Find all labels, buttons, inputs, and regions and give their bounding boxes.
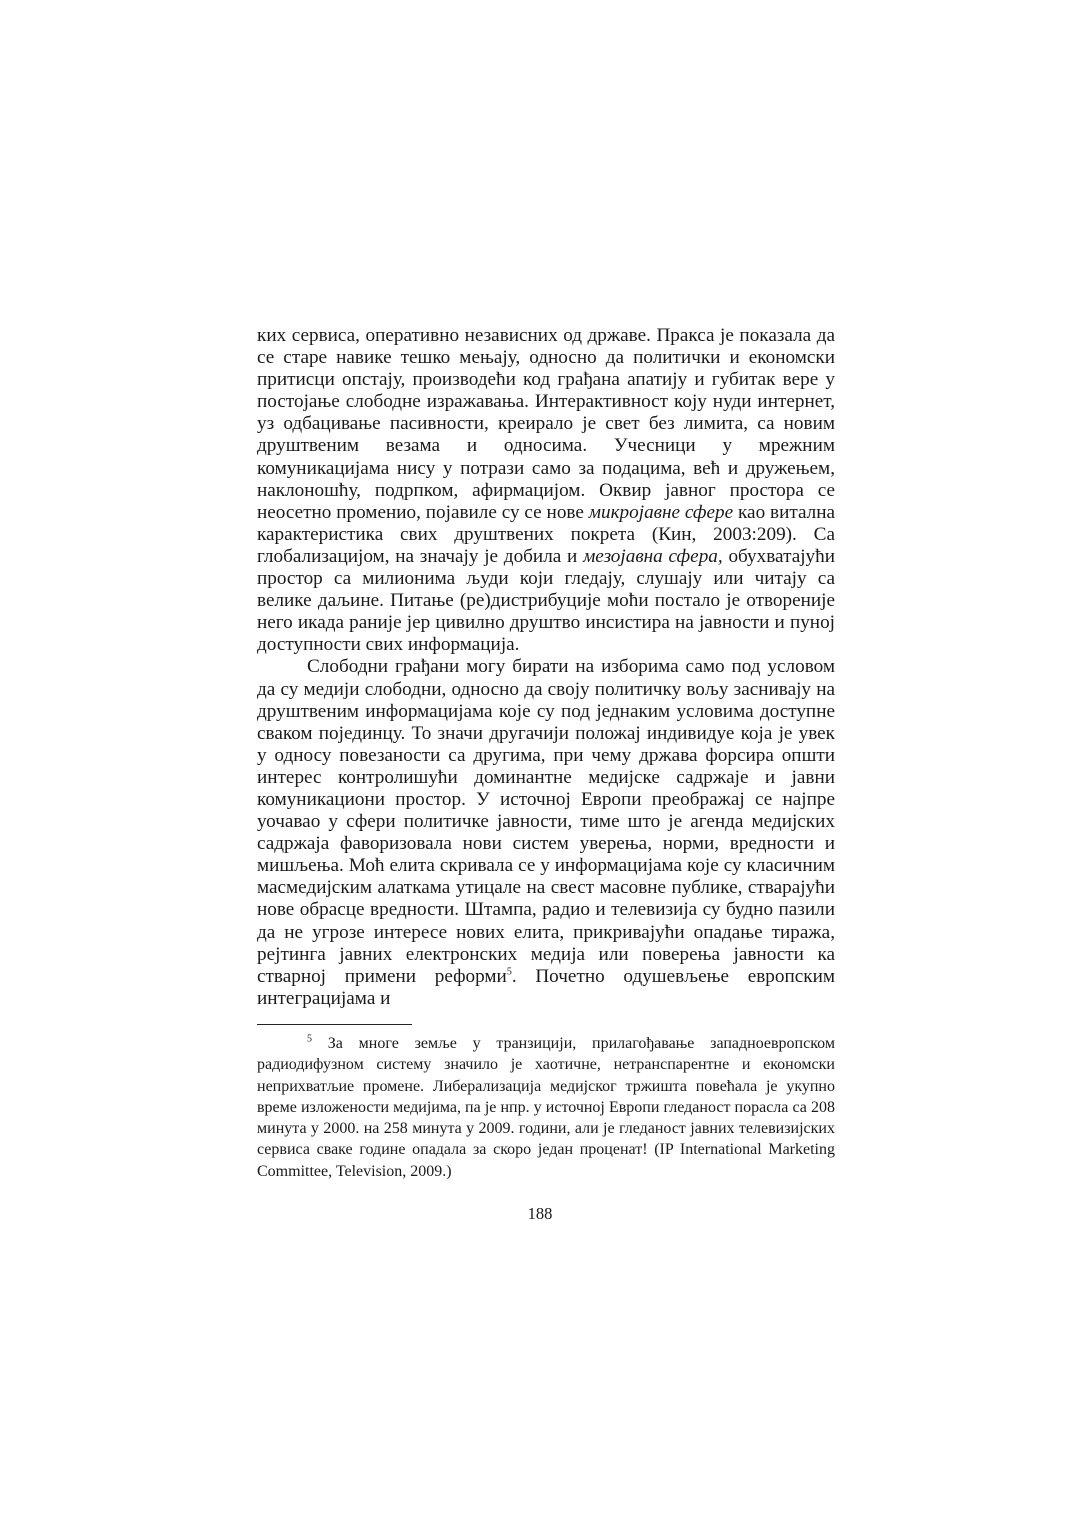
paragraph-2 [257,656,835,1010]
italic-term-meso-public-sphere: мезојавна сфера, [583,545,723,567]
footnote-text: За многе земље у транзицији, прилагођавање западноевропском радиодифузном систему значило је хаотичне, нетранспарентне и економски неприхватљие промене. Либерализација медијског тржишта повећала је укупно време изложености медијима, па је нпр. у источној Европи гледаност порасла са 208 минута у 2000. на 258 минута у 2009. години, али је гледаност јавних телевизијских сервиса сваке године опадала за скоро један проценат! (IP International Marketing Committee, Television, 2009.) [257,1034,835,1180]
footnote-reference: 5 [506,966,512,978]
footnote [257,1033,835,1182]
main-text [257,325,835,1010]
page-body [257,325,835,1182]
footnote-separator [257,1024,412,1025]
paragraph-1 [257,325,835,656]
paragraph-1-text-c: обухватајући простор са милионима људи који гледају, слушају или читају са велике даљине. Питање (ре)дистрибуције моћи постало је отвореније него икада раније јер цивилно друштво инсистира на јавности и пуној доступности свих информација. [257,545,835,656]
footnote-marker: 5 [307,1033,312,1045]
paragraph-1-text-b: као витална карактеристика свих друштвених покрета (Кин, 2003:209). Са глобализацијом, на значају је добила и [257,501,836,567]
page-number: 188 [527,1204,553,1223]
paragraph-2-text: Слободни грађани могу бирати на изборима само под условом да су медији слободни, односно да своју политичку вољу заснивају на друштвеним информацијама које су под једнаким условима доступне сваком појединцу. То значи другачији положај индивидуе која је увек у односу повезаности са другима, при чему држава форсира општи интерес контролишући доминантне медијске садржаје и јавни комуникациони простор. У источној Европи преображај се најпре уочавао у сфери политичке јавности, тиме што је агенда медијских садржаја фаворизовала нови систем уверења, норми, вредности и мишљења. Моћ елита скривала се у информацијама које су класичним масмедијским алаткама утицале на свест масовне публике, стварајући нове обрасце вредности. Штампа, радио и телевизија су будно пазили да не угрозе интересе нових елита, прикривајући опадање тиража, рејтинга јавних електронских медија или поверења јавности ка стварној примени реформи [257,656,835,987]
paragraph-2-tail: . Почетно одушевљење европским интеграцијама и [257,965,835,1009]
italic-term-micro-public-spheres: микројавне сфере [588,501,734,523]
paragraph-1-text-a: ких сервиса, оперативно независних од државе. Пракса је показала да се старе навике тешко мењају, односно да политички и економски притисци опстају, производећи код грађана апатију и губитак вере у постојање слободне изражавања. Интерактивност коју нуди интернет, уз одбацивање пасивности, креирало је свет без лимита, са новим друштвеним везама и односима. Учесници у мрежним комуникацијама нису у потрази само за подацима, већ и дружењем, наклоношћу, подрпком, афирмацијом. Оквир јавног простора се неосетно променио, појавиле су се нове [257,325,835,523]
